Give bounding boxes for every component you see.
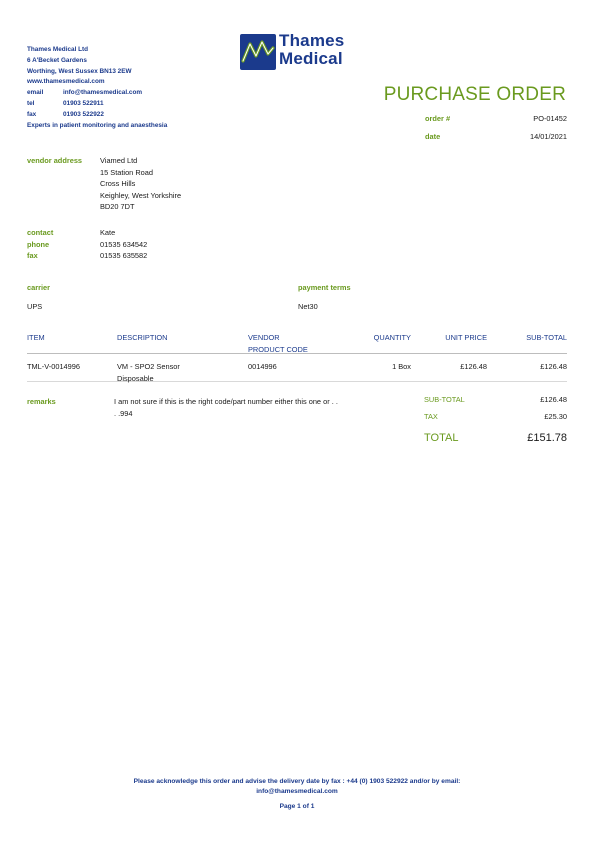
total-row [424,433,567,450]
footer [0,777,594,812]
tax-value: £25.30 [544,412,567,421]
company-email-row [27,88,227,99]
payment-terms-value: Net30 [298,301,318,311]
phone-row [27,239,277,251]
vendor-address-block [27,155,277,213]
totals-block [424,394,567,450]
row-description-line1: VM - SPO2 Sensor [117,362,180,371]
vendor-fax-label: fax [27,251,38,260]
vendor-address-label: vendor address [27,156,83,165]
document-title: PURCHASE ORDER [383,84,566,105]
vendor-fax-value: 01535 635582 [100,251,148,260]
company-email-label: email [27,89,44,97]
header-subtotal: SUB-TOTAL [526,333,567,342]
total-value: £151.78 [527,432,567,444]
vendor-row [27,155,277,213]
company-tel-row [27,99,227,110]
contact-value: Kate [100,228,116,237]
row-subtotal: £126.48 [540,362,567,371]
company-details [27,45,227,131]
row-description [117,361,245,384]
contact-row [27,227,277,239]
header-unit-price: UNIT PRICE [445,333,487,342]
payment-terms-block [298,282,351,312]
thames-medical-logo [240,31,364,71]
carrier-block [27,282,50,312]
remarks-block [27,396,377,419]
company-name: Thames Medical Ltd [27,46,89,53]
row-vendor-code: 0014996 [248,362,277,371]
order-number: PO-01452 [533,114,567,123]
header-description: DESCRIPTION [117,333,168,342]
contact-label: contact [27,228,54,237]
vendor-address-lines [100,155,181,213]
footer-email[interactable]: info@thamesmedical.com [256,788,338,795]
company-fax: 01903 522922 [63,110,104,118]
header-item: ITEM [27,333,45,342]
vendor-line: BD20 7DT [100,202,135,211]
payment-terms-label: payment terms [298,283,351,292]
company-tagline: Experts in patient monitoring and anaesthesia [27,121,168,129]
remarks-line2: . .994 [114,408,133,418]
footer-acknowledge-text: Please acknowledge this order and advise the delivery date by fax : +44 (0) 1903 522922 and/or by email: [133,778,461,785]
company-tel: 01903 522911 [63,99,104,107]
vendor-line: Viamed Ltd [100,156,138,165]
row-description-line2: Disposable [117,373,154,383]
company-website[interactable]: www.thamesmedical.com [27,78,105,86]
logo-mark-icon [240,34,276,70]
tax-row [424,411,567,428]
phone-value: 01535 634542 [100,239,148,249]
total-label: TOTAL [424,432,459,444]
remarks-text [114,396,376,419]
order-info [425,113,567,149]
carrier-value: UPS [27,301,43,311]
header-vendor-code-line2: PRODUCT CODE [248,344,308,354]
items-table [27,332,567,382]
company-address-line1: 6 A'Becket Gardens [27,56,87,64]
vendor-line: Cross Hills [100,179,136,188]
remarks-label: remarks [27,397,56,406]
vendor-line: Keighley, West Yorkshire [100,190,182,200]
company-fax-row [27,110,227,121]
table-header [27,332,567,354]
subtotal-label: SUB-TOTAL [424,395,465,404]
company-address-line2: Worthing, West Sussex BN13 2EW [27,67,132,75]
row-unit-price: £126.48 [460,362,487,371]
logo-word-medical: Medical [279,49,343,68]
logo-word-thames: Thames [279,31,345,50]
order-number-row [425,113,567,131]
tax-label: TAX [424,412,438,421]
order-date-row [425,131,567,149]
vendor-fax-row [27,250,277,262]
header-vendor-code [248,332,358,355]
order-number-label: order # [425,114,451,123]
company-tel-label: tel [27,99,35,107]
vendor-line: 15 Station Road [100,167,154,177]
subtotal-row [424,394,567,411]
page-number: Page 1 of 1 [279,803,315,810]
company-email[interactable]: info@thamesmedical.com [63,89,143,97]
phone-label: phone [27,239,50,249]
vendor-contact-block [27,227,277,262]
company-fax-label: fax [27,110,37,118]
carrier-label: carrier [27,283,51,292]
order-date: 14/01/2021 [530,132,567,141]
header-vendor-code-line1: VENDOR [248,333,280,342]
subtotal-value: £126.48 [540,395,567,404]
header-quantity: QUANTITY [373,333,411,342]
table-row [27,354,567,382]
row-item-code: TML-V-0014996 [27,362,80,371]
row-quantity: 1 Box [392,362,411,371]
remarks-line1: I am not sure if this is the right code/part number either this one or . . [114,397,338,406]
order-date-label: date [425,132,441,141]
